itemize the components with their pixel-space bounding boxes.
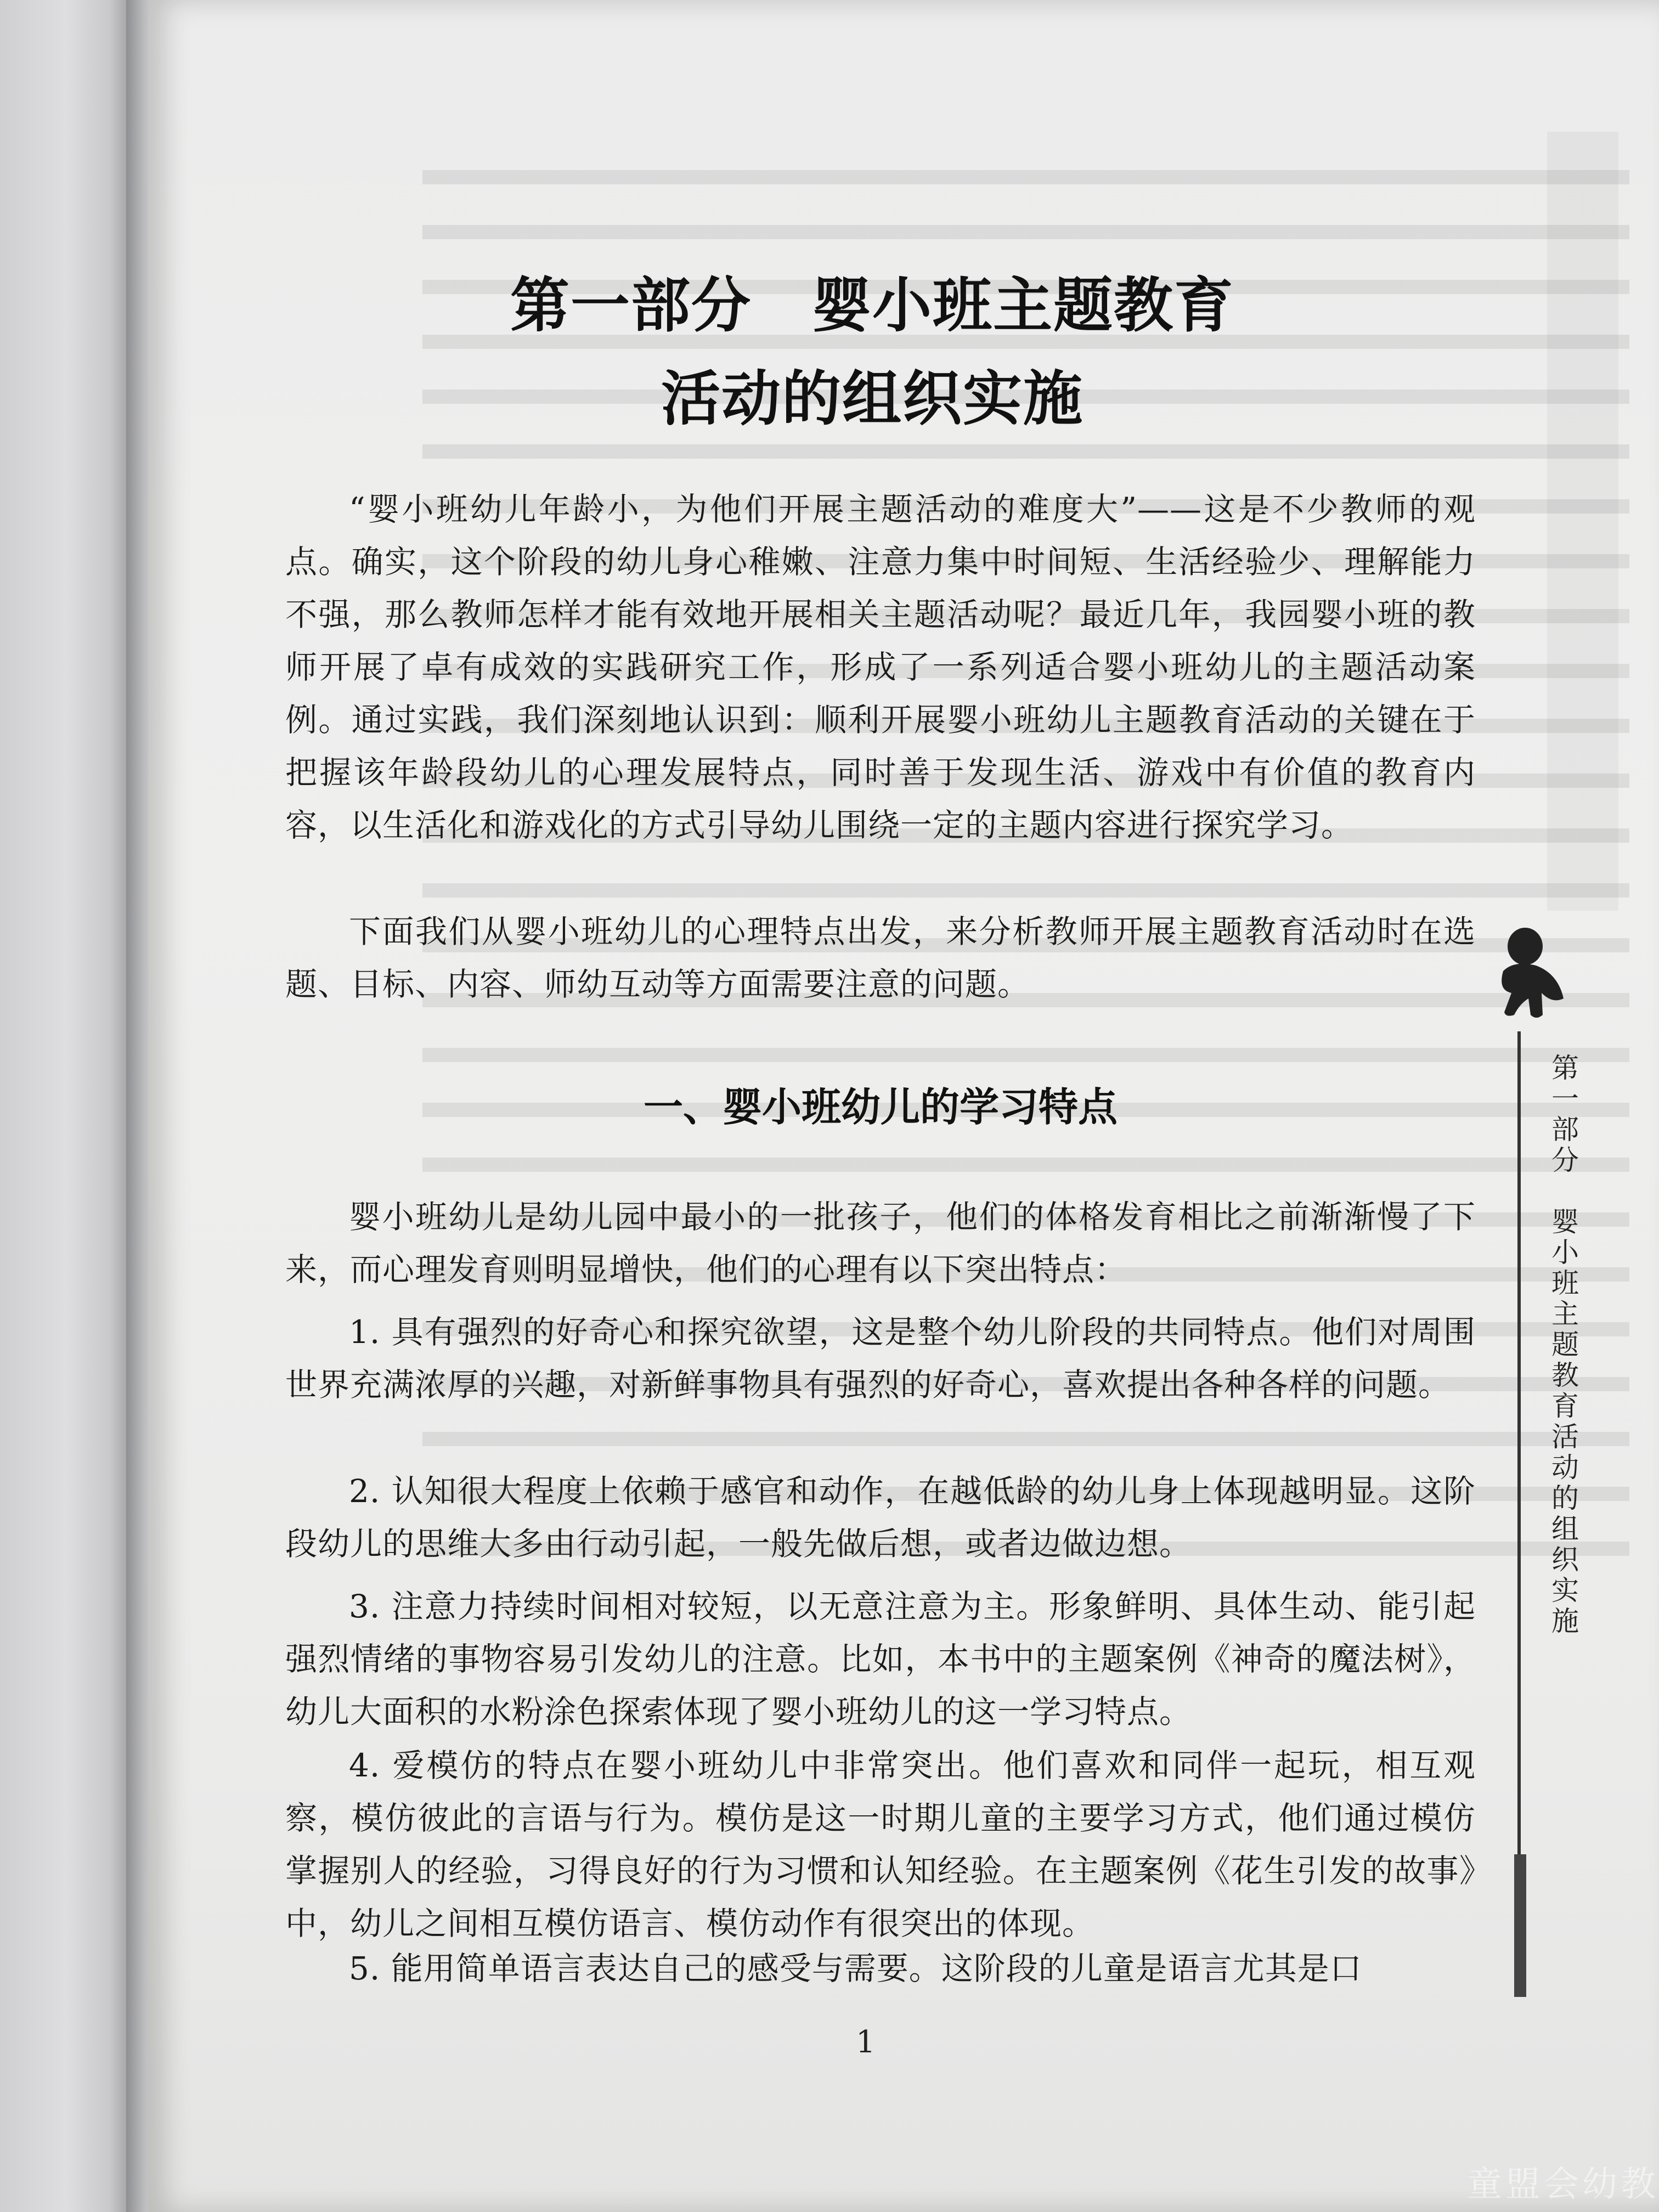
part-title-line-2: 活动的组织实施 xyxy=(661,364,1084,433)
intro-paragraph-1: “婴小班幼儿年龄小，为他们开展主题活动的难度大”——这是不少教师的观点。确实，这个阶段的幼儿身心稚嫩、注意力集中时间短、生活经验少、理解能力不强，那么教师怎样才能有效地开展相关主题活动呢？最近几年，我园婴小班的教师开展了卓有成效的实践研究工作，形成了一系列适合婴小班幼儿的主题活动案例。通过实践，我们深刻地认识到：顺利开展婴小班幼儿主题教育活动的关键在于把握该年龄段幼儿的心理发展特点，同时善于发现生活、游戏中有价值的教育内容，以生活化和游戏化的方式引导幼儿围绕一定的主题内容进行探究学习。 xyxy=(285,490,1476,844)
section-paragraph-3: 2. 认知很大程度上依赖于感官和动作，在越低龄的幼儿身上体现越明显。这阶段幼儿的思维大多由行动引起，一般先做后想，或者边做边想。 xyxy=(285,1472,1476,1562)
side-rule-line xyxy=(1517,1031,1521,1997)
side-running-title: 第一部分 婴小班主题教育活动的组织实施 xyxy=(1547,1053,1579,1637)
page-number: 1 xyxy=(856,2024,876,2060)
intro-paragraph-2: 下面我们从婴小班幼儿的心理特点出发，来分析教师开展主题教育活动时在选题、目标、内容、师幼互动等方面需要注意的问题。 xyxy=(285,913,1476,1003)
running-side-column xyxy=(1514,0,1659,2212)
crawling-child-icon xyxy=(1481,922,1580,1031)
facing-page-edge xyxy=(0,0,126,2212)
section-paragraph-6: 5. 能用简单语言表达自己的感受与需要。这阶段的儿童是语言尤其是口 xyxy=(349,1950,1362,1987)
part-title-line-1: 第一部分 婴小班主题教育 xyxy=(510,271,1234,340)
watermark-text: 童盟会幼教 xyxy=(1467,2164,1659,2205)
side-thumb-bar xyxy=(1514,1854,1526,1997)
section-paragraph-5: 4. 爱模仿的特点在婴小班幼儿中非常突出。他们喜欢和同伴一起玩，相互观察，模仿彼此的言语与行为。模仿是这一时期儿童的主要学习方式，他们通过模仿掌握别人的经验，习得良好的行为习惯和认知经验。在主题案例《花生引发的故事》中，幼儿之间相互模仿语言、模仿动作有很突出的体现。 xyxy=(285,1747,1476,1942)
section-paragraph-4: 3. 注意力持续时间相对较短，以无意注意为主。形象鲜明、具体生动、能引起强烈情绪的事物容易引发幼儿的注意。比如，本书中的主题案例《神奇的魔法树》，幼儿大面积的水粉涂色探索体现了婴小班幼儿的这一学习特点。 xyxy=(285,1588,1476,1730)
section-heading: 一、婴小班幼儿的学习特点 xyxy=(643,1084,1118,1130)
section-paragraph-2: 1. 具有强烈的好奇心和探究欲望，这是整个幼儿阶段的共同特点。他们对周围世界充满浓厚的兴趣，对新鲜事物具有强烈的好奇心，喜欢提出各种各样的问题。 xyxy=(285,1313,1476,1403)
side-strip-bleed xyxy=(1547,132,1618,911)
section-paragraph-1: 婴小班幼儿是幼儿园中最小的一批孩子，他们的体格发育相比之前渐渐慢了下来，而心理发育则明显增快，他们的心理有以下突出特点： xyxy=(285,1198,1476,1288)
